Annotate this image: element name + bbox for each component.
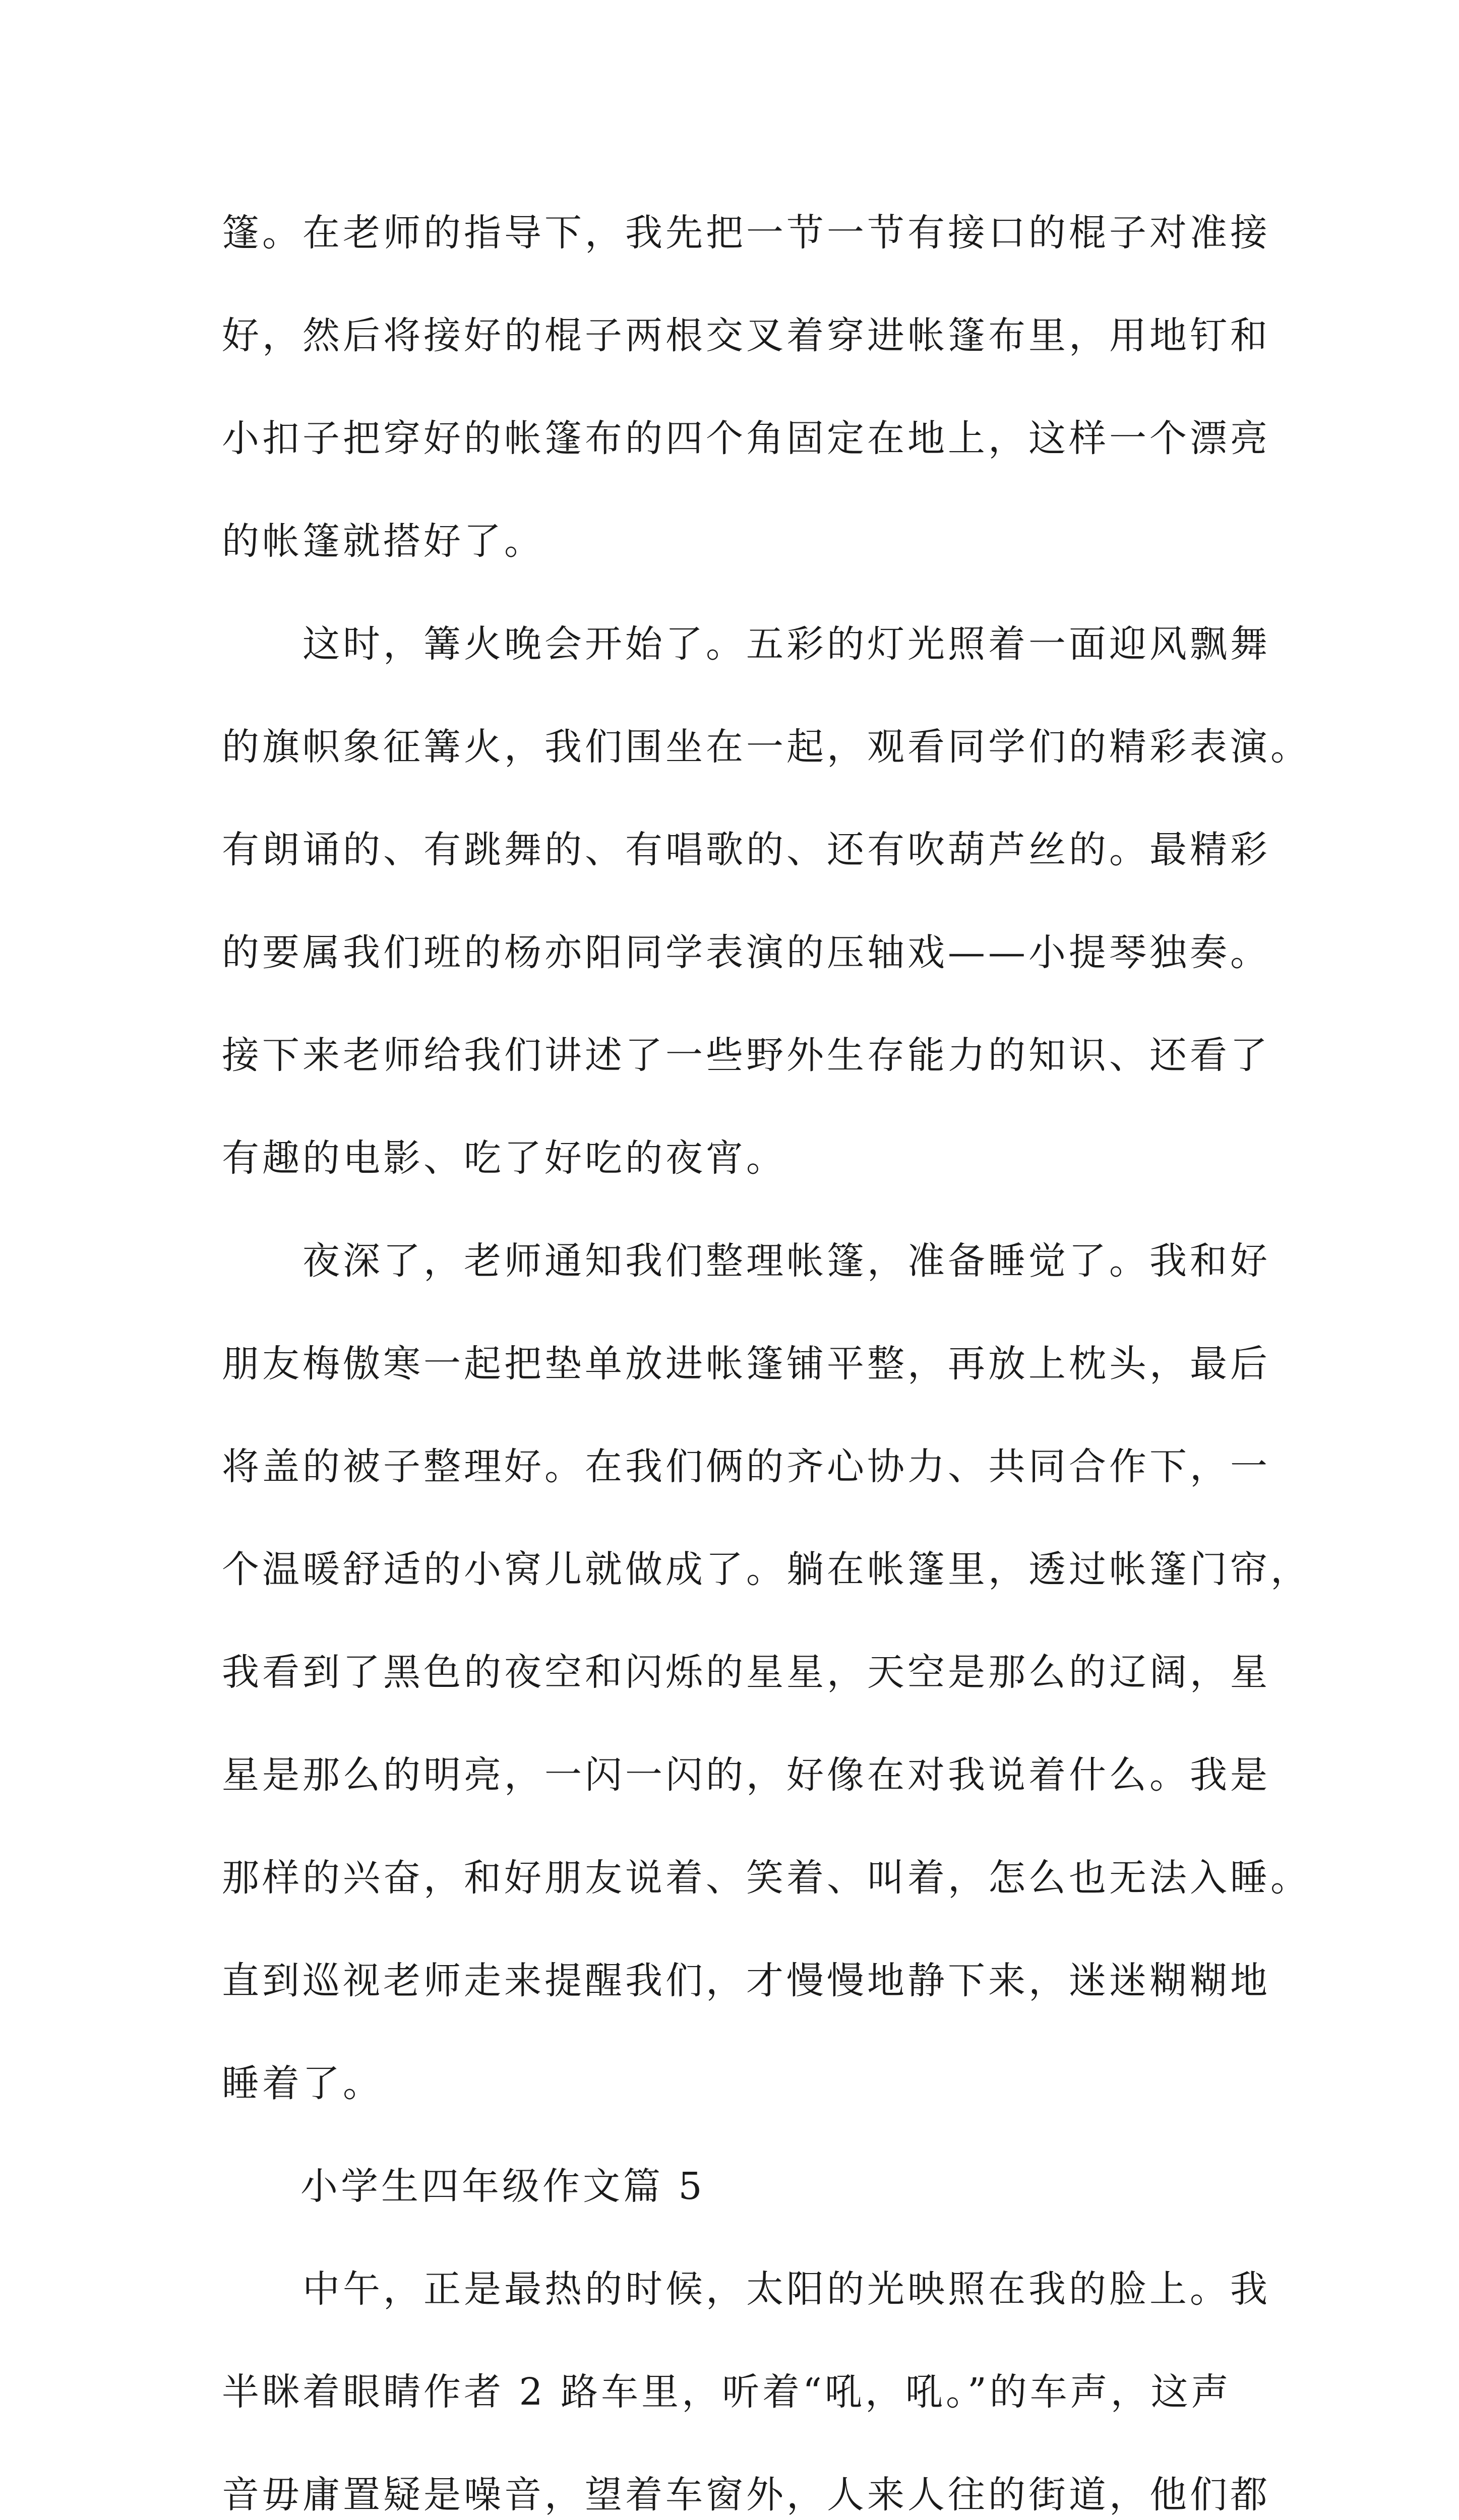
text-line: 篷。在老师的指导下，我先把一节一节有接口的棍子对准接 [222, 211, 1270, 255]
text-line: 那样的兴奋，和好朋友说着、笑着、叫着，怎么也无法入睡。 [222, 1856, 1311, 1900]
text-line: 夜深了，老师通知我们整理帐篷，准备睡觉了。我和好 [222, 1239, 1270, 1283]
text-line: 将盖的被子整理好。在我们俩的齐心协力、共同合作下，一 [222, 1445, 1270, 1488]
text-line: 这时，篝火晚会开始了。五彩的灯光照着一面迎风飘舞 [222, 622, 1270, 666]
text-line: 的帐篷就搭好了。 [222, 520, 544, 563]
text-line: 睡着了。 [222, 2062, 383, 2105]
text-line: 星是那么的明亮，一闪一闪的，好像在对我说着什么。我是 [222, 1753, 1270, 1797]
text-line: 有趣的电影、吃了好吃的夜宵。 [222, 1137, 786, 1180]
text-line: 音毋庸置疑是噪音，望着车窗外，人来人往的街道，他们都 [222, 2473, 1270, 2516]
section-heading: 小学生四年级作文篇 5 [300, 2165, 705, 2208]
text-line: 有朗诵的、有跳舞的、有唱歌的、还有吹葫芦丝的。最精彩 [222, 828, 1270, 871]
text-line: 中午，正是最热的时候，太阳的光映照在我的脸上。我 [222, 2267, 1270, 2311]
text-line: 我看到了黑色的夜空和闪烁的星星，天空是那么的辽阔，星 [222, 1651, 1270, 1694]
text-line: 半眯着眼睛作者 2 路车里，听着“吼，吼。”的车声，这声 [222, 2370, 1232, 2414]
text-line: 个温暖舒适的小窝儿就做成了。躺在帐篷里，透过帐篷门帘， [222, 1548, 1311, 1591]
document-body [222, 181, 1311, 2520]
text-line: 好，然后将接好的棍子两根交叉着穿进帐篷布里，用地钉和 [222, 314, 1270, 357]
text-line: 直到巡视老师走来提醒我们，才慢慢地静下来，迷迷糊糊地 [222, 1959, 1270, 2002]
text-line: 的要属我们班的杨亦阳同学表演的压轴戏——小提琴独奏。 [222, 931, 1270, 974]
text-line: 朋友梅傲寒一起把垫单放进帐篷铺平整，再放上枕头，最后 [222, 1342, 1270, 1385]
text-line: 接下来老师给我们讲述了一些野外生存能力的知识、还看了 [222, 1034, 1270, 1077]
text-line: 的旗帜象征篝火，我们围坐在一起，观看同学们的精彩表演。 [222, 725, 1311, 769]
text-line: 小扣子把穿好的帐篷布的四个角固定在地上，这样一个漂亮 [222, 417, 1270, 460]
